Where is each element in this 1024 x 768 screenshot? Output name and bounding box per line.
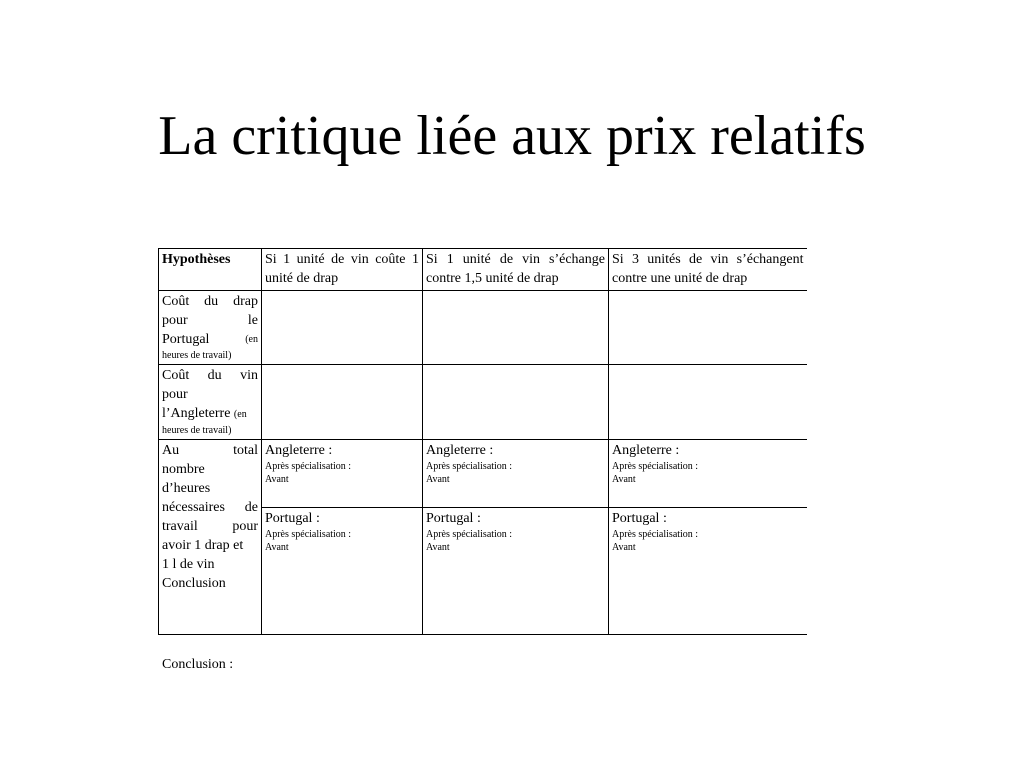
- row-label-note-line: heures de travail): [162, 425, 232, 436]
- cell-before: Avant: [265, 474, 289, 485]
- table-row-total-angleterre: [159, 440, 807, 508]
- row-label-line: Conclusion: [162, 576, 226, 591]
- cell-portugal: [609, 508, 807, 635]
- header-scenario-3: Si 3 unités de vin s’échangent contre une unité de drap: [609, 249, 807, 291]
- row-label-line: d’heures: [162, 481, 211, 496]
- cell-before: Avant: [426, 542, 450, 553]
- row-label-note: (en: [245, 334, 258, 345]
- row-label-line: Coût du drap: [162, 294, 258, 309]
- row-label-line: 1 l de vin: [162, 557, 215, 572]
- cell-country: Angleterre :: [426, 443, 494, 458]
- cell-country: Portugal :: [426, 511, 481, 526]
- row-label-line: pour le: [162, 313, 258, 328]
- header-hypotheses: Hypothèses: [159, 249, 262, 291]
- table-header-row: [159, 249, 807, 291]
- row-label-total: [159, 440, 262, 635]
- row-label-line: Coût du vin: [162, 368, 258, 383]
- row-label-line: avoir 1 drap et: [162, 538, 244, 553]
- row-label-line: Au total: [162, 443, 258, 458]
- table-cell-empty: [609, 365, 807, 440]
- cell-before: Avant: [612, 474, 636, 485]
- cell-angleterre: [609, 440, 807, 508]
- row-label-line: [162, 330, 258, 349]
- table-row-vin-cost: [159, 365, 807, 440]
- row-label-line: travail pour: [162, 519, 258, 534]
- row-label-text: l’Angleterre: [162, 406, 231, 421]
- cell-angleterre: [262, 440, 423, 508]
- conclusion-label: Conclusion :: [162, 657, 234, 672]
- row-label-vin-cost: [159, 365, 262, 440]
- table-row-drap-cost: [159, 291, 807, 365]
- row-label-note: (en: [233, 409, 247, 420]
- header-scenario-2: Si 1 unité de vin s’échange contre 1,5 unité de drap: [423, 249, 609, 291]
- row-label-line: nécessaires de: [162, 500, 258, 515]
- table-cell-empty: [423, 291, 609, 365]
- slide-title: La critique liée aux prix relatifs: [158, 105, 866, 167]
- cell-before: Avant: [265, 542, 289, 553]
- table-cell-empty: [262, 291, 423, 365]
- cell-before: Avant: [612, 542, 636, 553]
- row-label-note-line: heures de travail): [162, 350, 232, 361]
- row-label-text: Portugal: [162, 332, 210, 347]
- cell-portugal: [423, 508, 609, 635]
- cell-after: Après spécialisation :: [612, 529, 699, 540]
- row-label-drap-cost: [159, 291, 262, 365]
- cell-country: Portugal :: [265, 511, 320, 526]
- cell-after: Après spécialisation :: [265, 461, 352, 472]
- header-scenario-1: Si 1 unité de vin coûte 1 unité de drap: [262, 249, 423, 291]
- cell-country: Portugal :: [612, 511, 667, 526]
- cell-country: Angleterre :: [265, 443, 333, 458]
- cell-country: Angleterre :: [612, 443, 680, 458]
- cell-before: Avant: [426, 474, 450, 485]
- cell-after: Après spécialisation :: [426, 461, 513, 472]
- cell-after: Après spécialisation :: [426, 529, 513, 540]
- row-label-line: nombre: [162, 462, 205, 477]
- table-cell-empty: [609, 291, 807, 365]
- row-label-line: pour: [162, 387, 188, 402]
- cell-after: Après spécialisation :: [612, 461, 699, 472]
- cell-portugal: [262, 508, 423, 635]
- table-cell-empty: [262, 365, 423, 440]
- table-cell-empty: [423, 365, 609, 440]
- cell-after: Après spécialisation :: [265, 529, 352, 540]
- row-label-line: [162, 404, 258, 424]
- cell-angleterre: [423, 440, 609, 508]
- hypotheses-table: [158, 248, 807, 635]
